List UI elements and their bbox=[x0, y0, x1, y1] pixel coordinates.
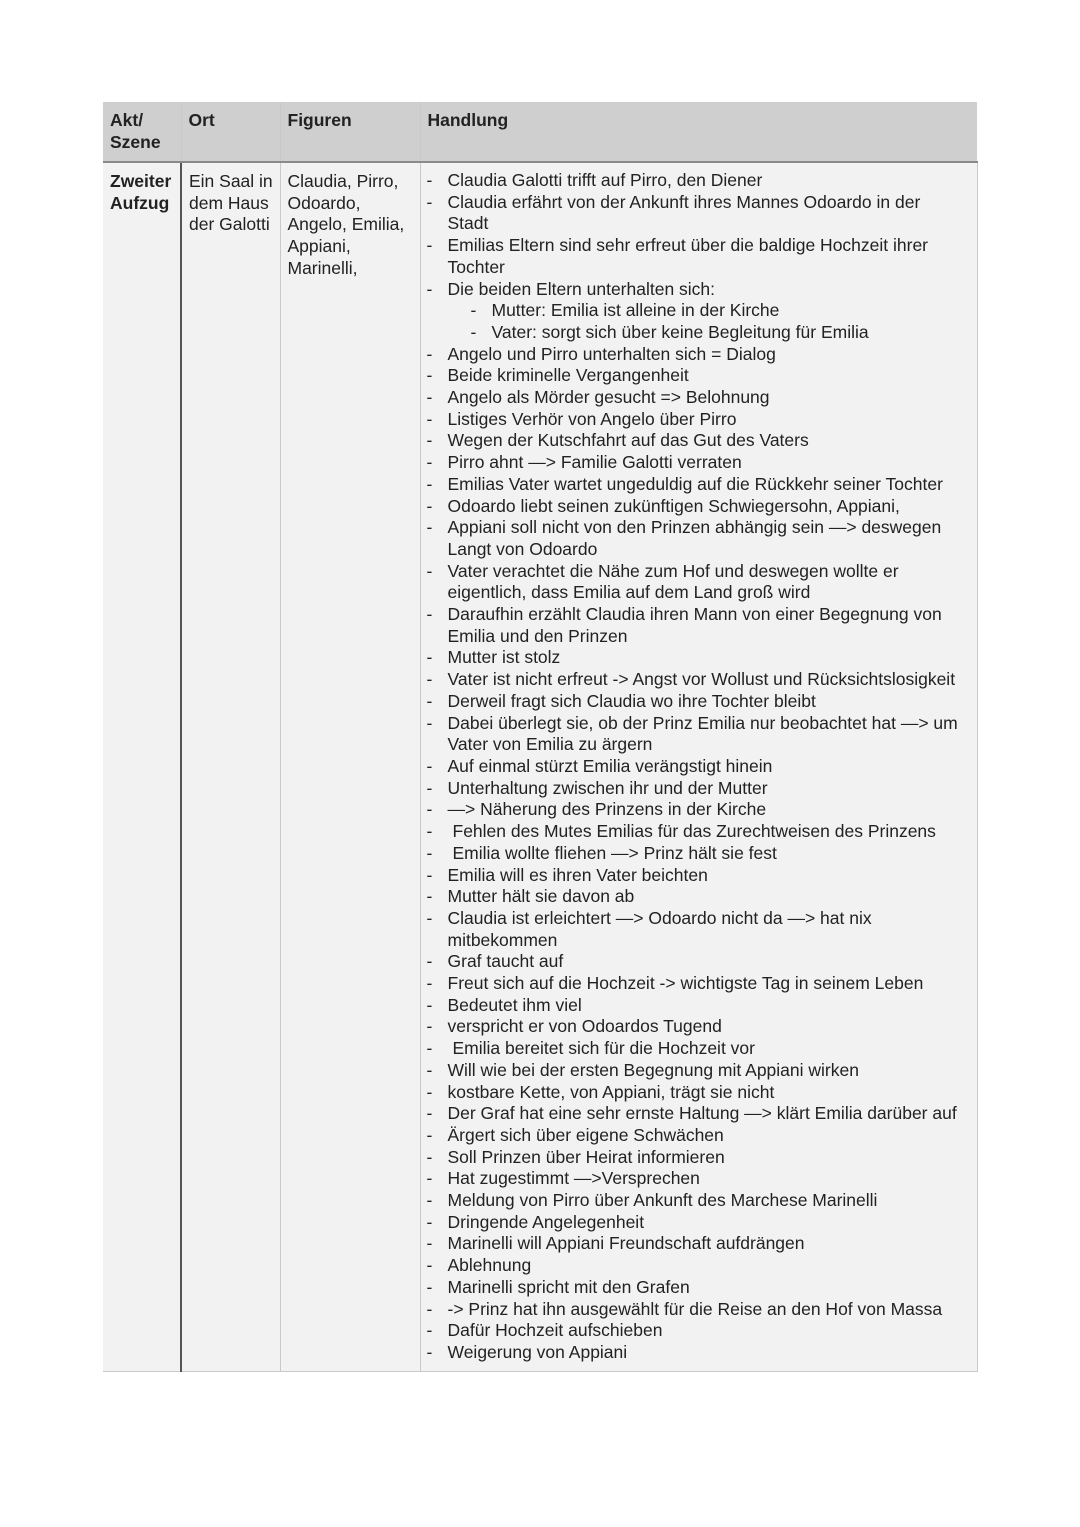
plot-list bbox=[427, 170, 965, 1364]
bullet-dash: - bbox=[426, 1276, 433, 1297]
bullet-dash: - bbox=[426, 907, 433, 928]
plot-item-text: Mutter hält sie davon ab bbox=[447, 886, 635, 907]
plot-item-text: Ablehnung bbox=[447, 1255, 532, 1276]
plot-item-text: Claudia erfährt von der Ankunft ihres Mannes Odoardo in der Stadt bbox=[447, 191, 921, 234]
plot-item-text: Auf einmal stürzt Emilia verängstigt hinein bbox=[447, 755, 773, 776]
list-item bbox=[427, 192, 965, 235]
list-item bbox=[427, 1212, 965, 1234]
bullet-dash: - bbox=[426, 1081, 433, 1102]
list-item bbox=[427, 604, 965, 647]
bullet-dash: - bbox=[426, 1059, 433, 1080]
list-item bbox=[427, 235, 965, 278]
list-item bbox=[427, 1147, 965, 1169]
plot-item-text: Emilias Eltern sind sehr erfreut über die baldige Hochzeit ihrer Tochter bbox=[447, 235, 929, 277]
plot-item-text: Daraufhin erzählt Claudia ihren Mann von einer Begegnung von Emilia und den Prinzen bbox=[447, 604, 942, 646]
bullet-dash: - bbox=[426, 278, 433, 299]
plot-item-text: Emilia bereitet sich für die Hochzeit vor bbox=[452, 1038, 755, 1059]
list-item bbox=[427, 908, 965, 951]
plot-item-text: Mutter: Emilia ist alleine in der Kirche bbox=[491, 300, 780, 321]
plot-item-text: Beide kriminelle Vergangenheit bbox=[447, 365, 689, 386]
plot-item-text: Dringende Angelegenheit bbox=[447, 1211, 645, 1232]
plot-item-text: Ärgert sich über eigene Schwächen bbox=[447, 1124, 724, 1145]
plot-item-text: Claudia ist erleichtert —> Odoardo nicht da —> hat nix mitbekommen bbox=[447, 907, 872, 950]
plot-item-text: Der Graf hat eine sehr ernste Haltung —> klärt Emilia darüber auf bbox=[447, 1103, 957, 1124]
bullet-dash: - bbox=[426, 1038, 433, 1059]
list-item bbox=[427, 1125, 965, 1147]
bullet-dash: - bbox=[426, 235, 433, 256]
bullet-dash: - bbox=[426, 1233, 433, 1254]
bullet-dash: - bbox=[426, 1320, 433, 1341]
plot-item-text: Vater verachtet die Nähe zum Hof und deswegen wollte er eigentlich, dass Emilia auf dem Land groß wird bbox=[447, 560, 899, 603]
bullet-dash: - bbox=[426, 1016, 433, 1037]
plot-item-text: Weigerung von Appiani bbox=[447, 1341, 628, 1362]
bullet-dash: - bbox=[426, 821, 433, 842]
plot-item-text: Wegen der Kutschfahrt auf das Gut des Vaters bbox=[447, 430, 809, 451]
header-row bbox=[103, 102, 977, 162]
bullet-dash: - bbox=[426, 712, 433, 733]
header-plot: Handlung bbox=[420, 102, 977, 162]
list-item bbox=[427, 344, 965, 366]
list-item bbox=[427, 452, 965, 474]
bullet-dash: - bbox=[426, 973, 433, 994]
cell-characters: Claudia, Pirro, Odoardo, Angelo, Emilia, Appiani, Marinelli, bbox=[280, 162, 420, 1371]
bullet-dash: - bbox=[426, 517, 433, 538]
list-item bbox=[427, 713, 965, 756]
bullet-dash: - bbox=[470, 300, 477, 321]
list-item bbox=[427, 279, 965, 301]
bullet-dash: - bbox=[426, 1341, 433, 1362]
list-item bbox=[427, 973, 965, 995]
list-item bbox=[427, 865, 965, 887]
bullet-dash: - bbox=[426, 864, 433, 885]
plot-item-text: Will wie bei der ersten Begegnung mit Appiani wirken bbox=[447, 1059, 859, 1080]
plot-item-text: Emilias Vater wartet ungeduldig auf die Rückkehr seiner Tochter bbox=[447, 473, 943, 494]
plot-item-text: Listiges Verhör von Angelo über Pirro bbox=[447, 408, 737, 429]
list-item bbox=[427, 387, 965, 409]
bullet-dash: - bbox=[426, 560, 433, 581]
header-place: Ort bbox=[181, 102, 280, 162]
bullet-dash: - bbox=[426, 669, 433, 690]
list-item bbox=[427, 409, 965, 431]
bullet-dash: - bbox=[426, 1190, 433, 1211]
bullet-dash: - bbox=[426, 604, 433, 625]
table-row bbox=[103, 162, 977, 1371]
plot-item-text: Angelo als Mörder gesucht => Belohnung bbox=[447, 387, 770, 408]
bullet-dash: - bbox=[426, 387, 433, 408]
bullet-dash: - bbox=[426, 886, 433, 907]
bullet-dash: - bbox=[426, 1255, 433, 1276]
list-item bbox=[427, 1320, 965, 1342]
bullet-dash: - bbox=[426, 170, 433, 190]
plot-item-text: verspricht er von Odoardos Tugend bbox=[447, 1016, 722, 1037]
plot-item-text: kostbare Kette, von Appiani, trägt sie nicht bbox=[447, 1081, 775, 1102]
bullet-dash: - bbox=[426, 343, 433, 364]
list-item bbox=[427, 496, 965, 518]
plot-item-text: Die beiden Eltern unterhalten sich: bbox=[447, 278, 716, 299]
bullet-dash: - bbox=[426, 495, 433, 516]
header-act-scene: Akt/ Szene bbox=[103, 102, 181, 162]
plot-item-text: -> Prinz hat ihn ausgewählt für die Reise an den Hof von Massa bbox=[447, 1298, 943, 1319]
bullet-dash: - bbox=[426, 408, 433, 429]
plot-item-text: Derweil fragt sich Claudia wo ihre Tochter bleibt bbox=[447, 690, 816, 711]
bullet-dash: - bbox=[426, 1168, 433, 1189]
bullet-dash: - bbox=[426, 842, 433, 863]
list-item bbox=[427, 1082, 965, 1104]
plot-item-text: —> Näherung des Prinzens in der Kirche bbox=[447, 799, 767, 820]
list-item bbox=[427, 1277, 965, 1299]
bullet-dash: - bbox=[426, 365, 433, 386]
list-item bbox=[427, 647, 965, 669]
list-item bbox=[427, 1168, 965, 1190]
summary-table bbox=[103, 102, 978, 1372]
list-item bbox=[427, 778, 965, 800]
bullet-dash: - bbox=[426, 473, 433, 494]
bullet-dash: - bbox=[426, 1298, 433, 1319]
plot-item-text: Marinelli will Appiani Freundschaft aufdrängen bbox=[447, 1233, 805, 1254]
bullet-dash: - bbox=[426, 1124, 433, 1145]
plot-item-text: Dafür Hochzeit aufschieben bbox=[447, 1320, 663, 1341]
plot-item-text: Unterhaltung zwischen ihr und der Mutter bbox=[447, 777, 768, 798]
list-item bbox=[427, 430, 965, 452]
list-item bbox=[427, 474, 965, 496]
bullet-dash: - bbox=[426, 1103, 433, 1124]
list-item bbox=[427, 1233, 965, 1255]
bullet-dash: - bbox=[426, 452, 433, 473]
list-item bbox=[427, 886, 965, 908]
list-item bbox=[427, 1038, 965, 1060]
plot-item-text: Odoardo liebt seinen zukünftigen Schwiegersohn, Appiani, bbox=[447, 495, 900, 516]
list-item bbox=[427, 951, 965, 973]
plot-item-text: Emilia will es ihren Vater beichten bbox=[447, 864, 708, 885]
bullet-dash: - bbox=[470, 321, 477, 342]
plot-item-text: Soll Prinzen über Heirat informieren bbox=[447, 1146, 725, 1167]
plot-item-text: Claudia Galotti trifft auf Pirro, den Diener bbox=[447, 170, 763, 190]
bullet-dash: - bbox=[426, 755, 433, 776]
plot-item-text: Hat zugestimmt —>Versprechen bbox=[447, 1168, 700, 1189]
bullet-dash: - bbox=[426, 799, 433, 820]
plot-item-text: Marinelli spricht mit den Grafen bbox=[447, 1276, 690, 1297]
plot-item-text: Pirro ahnt —> Familie Galotti verraten bbox=[447, 452, 742, 473]
list-item bbox=[427, 1299, 965, 1321]
plot-item-text: Freut sich auf die Hochzeit -> wichtigste Tag in seinem Leben bbox=[447, 973, 924, 994]
list-item bbox=[427, 170, 965, 192]
list-item bbox=[427, 365, 965, 387]
list-item bbox=[427, 799, 965, 821]
plot-item-text: Bedeutet ihm viel bbox=[447, 994, 582, 1015]
bullet-dash: - bbox=[426, 777, 433, 798]
list-item bbox=[427, 561, 965, 604]
list-item bbox=[427, 821, 965, 843]
cell-place: Ein Saal in dem Haus der Galotti bbox=[181, 162, 280, 1371]
list-item bbox=[427, 517, 965, 560]
plot-item-text: Meldung von Pirro über Ankunft des Marchese Marinelli bbox=[447, 1190, 878, 1211]
cell-plot bbox=[420, 162, 977, 1371]
bullet-dash: - bbox=[426, 191, 433, 212]
list-item bbox=[427, 756, 965, 778]
plot-item-text: Fehlen des Mutes Emilias für das Zurechtweisen des Prinzens bbox=[452, 821, 936, 842]
bullet-dash: - bbox=[426, 1211, 433, 1232]
plot-item-text: Emilia wollte fliehen —> Prinz hält sie fest bbox=[452, 842, 777, 863]
list-item bbox=[427, 691, 965, 713]
bullet-dash: - bbox=[426, 951, 433, 972]
list-item bbox=[427, 1190, 965, 1212]
header-characters: Figuren bbox=[280, 102, 420, 162]
plot-item-text: Vater ist nicht erfreut -> Angst vor Wollust und Rücksichtslosigkeit bbox=[447, 669, 956, 690]
list-item bbox=[427, 1342, 965, 1364]
list-item bbox=[427, 1060, 965, 1082]
list-item bbox=[427, 1016, 965, 1038]
list-item bbox=[427, 300, 965, 322]
bullet-dash: - bbox=[426, 690, 433, 711]
bullet-dash: - bbox=[426, 647, 433, 668]
list-item bbox=[427, 322, 965, 344]
list-item bbox=[427, 1255, 965, 1277]
cell-act-scene: Zweiter Aufzug bbox=[103, 162, 181, 1371]
list-item bbox=[427, 669, 965, 691]
list-item bbox=[427, 1103, 965, 1125]
plot-item-text: Dabei überlegt sie, ob der Prinz Emilia nur beobachtet hat —> um Vater von Emilia zu ärgern bbox=[447, 712, 958, 755]
plot-item-text: Vater: sorgt sich über keine Begleitung für Emilia bbox=[491, 321, 869, 342]
plot-item-text: Angelo und Pirro unterhalten sich = Dialog bbox=[447, 343, 776, 364]
list-item bbox=[427, 995, 965, 1017]
plot-item-text: Mutter ist stolz bbox=[447, 647, 561, 668]
bullet-dash: - bbox=[426, 1146, 433, 1167]
list-item bbox=[427, 843, 965, 865]
plot-item-text: Appiani soll nicht von den Prinzen abhängig sein —> deswegen Langt von Odoardo bbox=[447, 517, 942, 559]
bullet-dash: - bbox=[426, 430, 433, 451]
plot-item-text: Graf taucht auf bbox=[447, 951, 564, 972]
bullet-dash: - bbox=[426, 994, 433, 1015]
